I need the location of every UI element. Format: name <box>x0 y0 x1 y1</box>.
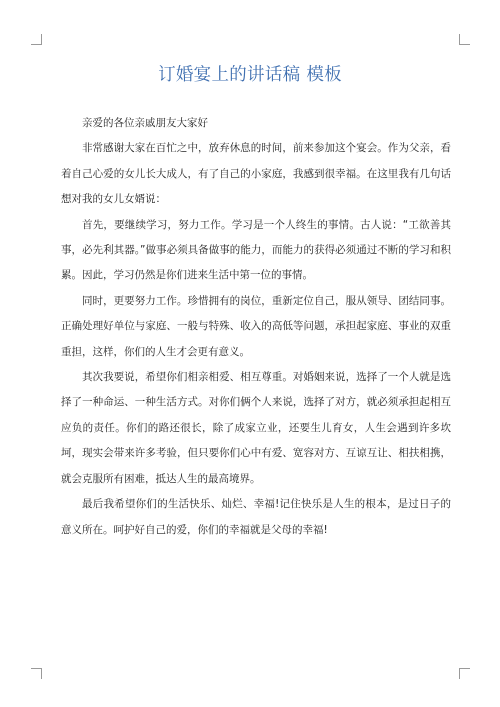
paragraph-wishes: 最后我希望你们的生活快乐、灿烂、幸福!记住快乐是人生的根本，是过日子的意义所在。呵护好自己的爱，你们的幸福就是父母的幸福! <box>61 498 451 536</box>
paragraph-thanks: 非常感谢大家在百忙之中，放弃休息的时间，前来参加这个宴会。作为父亲，看着自己心爱的女儿长大成人，有了自己的小家庭，我感到很幸福。在这里我有几句话想对我的女儿女婿说： <box>61 142 451 206</box>
crop-mark-top-right <box>459 34 470 45</box>
paragraph-greeting: 亲爱的各位亲戚朋友大家好 <box>82 117 208 129</box>
crop-mark-bottom-right <box>459 668 470 679</box>
crop-mark-bottom-left <box>31 668 42 679</box>
paragraph-study: 首先，要继续学习，努力工作。学习是一个人终生的事情。古人说：“工欲善其事，必先利其器。”做事必须具备做事的能力，而能力的获得必须通过不断的学习和积累。因此，学习仍然是你们进来生活中第一位的事情。 <box>61 218 451 282</box>
crop-mark-top-left <box>31 34 42 45</box>
document-title: 订婚宴上的讲话稿 模板 <box>158 65 342 85</box>
paragraph-love: 其次我要说，希望你们相亲相爱、相互尊重。对婚姻来说，选择了一个人就是选择了一种命运、一种生活方式。对你们俩个人来说，选择了对方，就必须承担起相互应负的责任。你们的路还很长，除了成家立业，还要生儿育女，人生会遇到许多坎坷，现实会带来许多考验，但只要你们心中有爱、宽容对方、互谅互让、相扶相携，就会克服所有困难，抵达人生的最高境界。 <box>61 371 451 485</box>
paragraph-work: 同时，更要努力工作。珍惜拥有的岗位，重新定位自己，服从领导、团结同事。正确处理好单位与家庭、一般与特殊、收入的高低等问题，承担起家庭、事业的双重重担，这样，你们的人生才会更有意义。 <box>61 294 451 358</box>
document-body <box>61 111 451 543</box>
